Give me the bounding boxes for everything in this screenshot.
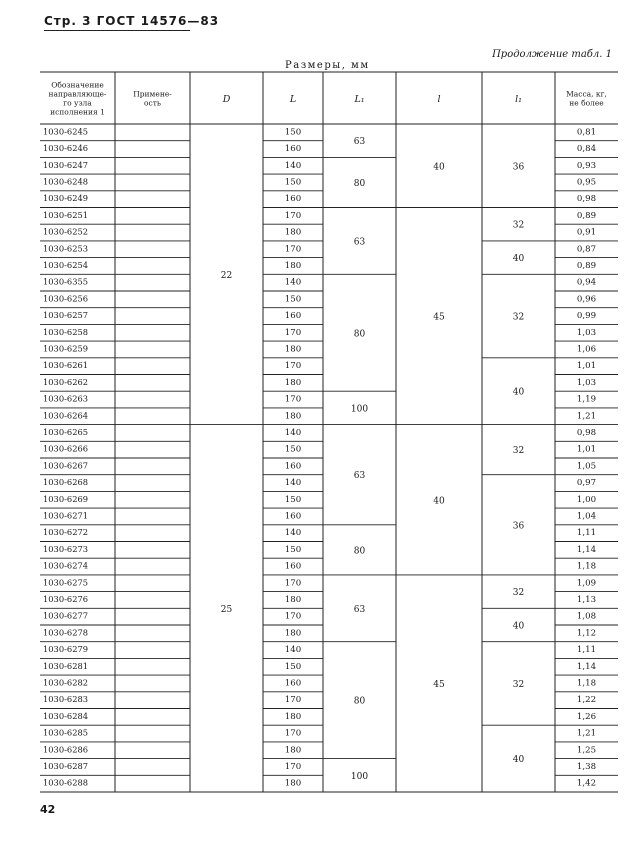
length-cell: 180 [284, 377, 302, 388]
mass-cell: 1,08 [576, 611, 597, 622]
length-cell: 160 [284, 461, 302, 472]
designation-cell: 1030-6251 [43, 209, 89, 220]
length-cell: 140 [284, 478, 302, 489]
length-l1-cell: 63 [353, 237, 366, 248]
length-l1-cell: 100 [350, 404, 369, 415]
length-cell: 150 [284, 544, 302, 555]
designation-cell: 1030-6256 [43, 293, 89, 304]
column-header: Масса, кг, не более [566, 89, 607, 108]
designation-cell: 1030-6261 [43, 360, 89, 371]
designation-cell: 1030-6274 [43, 560, 89, 571]
mass-cell: 0,89 [576, 260, 597, 271]
mass-cell: 0,99 [576, 311, 597, 322]
length-l1-cell: 63 [353, 471, 366, 482]
length-l1-small-cell: 40 [512, 755, 525, 766]
length-cell: 170 [284, 361, 302, 372]
mass-cell: 1,01 [576, 361, 597, 372]
column-header: l [437, 94, 441, 105]
length-cell: 170 [284, 761, 302, 772]
length-cell: 160 [284, 144, 302, 155]
length-cell: 170 [284, 394, 302, 405]
length-cell: 170 [284, 728, 302, 739]
designation-cell: 1030-6269 [43, 493, 89, 504]
length-l1-cell: 80 [353, 696, 366, 707]
length-l-cell: 40 [433, 162, 445, 173]
designation-cell: 1030-6275 [43, 577, 89, 588]
length-cell: 180 [284, 594, 302, 605]
length-l1-cell: 63 [353, 137, 366, 148]
mass-cell: 0,97 [576, 478, 597, 489]
length-cell: 140 [284, 277, 302, 288]
length-cell: 170 [284, 611, 302, 622]
length-cell: 180 [284, 778, 302, 789]
mass-cell: 1,06 [576, 344, 597, 355]
designation-cell: 1030-6248 [43, 176, 89, 187]
designation-cell: 1030-6246 [43, 143, 89, 154]
mass-cell: 1,01 [576, 444, 597, 455]
length-l1-cell: 100 [350, 771, 369, 782]
mass-cell: 0,93 [576, 160, 597, 171]
column-header: L₁ [354, 94, 365, 105]
designation-cell: 1030-6268 [43, 477, 89, 488]
column-header: Обозначение направляюще-го узла исполнения 1 [48, 80, 107, 117]
length-l1-small-cell: 40 [512, 387, 525, 398]
designation-cell: 1030-6262 [43, 376, 89, 387]
length-l1-cell: 80 [353, 178, 366, 189]
length-l1-small-cell: 32 [512, 679, 525, 690]
mass-cell: 1,21 [576, 411, 597, 422]
designation-cell: 1030-6273 [43, 543, 89, 554]
length-cell: 150 [284, 494, 302, 505]
mass-cell: 1,03 [576, 377, 597, 388]
designation-cell: 1030-6355 [43, 276, 89, 287]
length-cell: 140 [284, 160, 302, 171]
designation-cell: 1030-6258 [43, 326, 89, 337]
mass-cell: 1,11 [576, 645, 597, 656]
length-l1-small-cell: 32 [512, 588, 525, 599]
length-cell: 180 [284, 411, 302, 422]
mass-cell: 1,22 [576, 695, 597, 706]
designation-cell: 1030-6254 [43, 259, 89, 270]
designation-cell: 1030-6283 [43, 694, 89, 705]
length-cell: 170 [284, 578, 302, 589]
mass-cell: 0,95 [576, 177, 597, 188]
designation-cell: 1030-6279 [43, 644, 89, 655]
mass-cell: 0,81 [576, 127, 597, 138]
length-cell: 160 [284, 311, 302, 322]
designation-cell: 1030-6247 [43, 159, 89, 170]
length-l-cell: 45 [433, 679, 445, 690]
mass-cell: 0,87 [576, 244, 597, 255]
length-cell: 150 [284, 661, 302, 672]
mass-cell: 0,98 [576, 427, 597, 438]
length-cell: 150 [284, 127, 302, 138]
page-header: Стр. 3 ГОСТ 14576—83 [44, 14, 220, 28]
designation-cell: 1030-6277 [43, 610, 89, 621]
mass-cell: 1,25 [576, 745, 597, 756]
mass-cell: 0,98 [576, 194, 597, 205]
column-header: D [222, 94, 231, 105]
mass-cell: 0,89 [576, 210, 597, 221]
length-cell: 140 [284, 528, 302, 539]
length-cell: 160 [284, 194, 302, 205]
designation-cell: 1030-6287 [43, 760, 89, 771]
length-cell: 170 [284, 695, 302, 706]
mass-cell: 1,19 [576, 394, 597, 405]
length-l1-cell: 80 [353, 546, 366, 557]
length-cell: 140 [284, 645, 302, 656]
column-header: l₁ [515, 94, 522, 105]
length-cell: 170 [284, 210, 302, 221]
designation-cell: 1030-6265 [43, 426, 89, 437]
diameter-cell: 25 [220, 604, 233, 615]
length-cell: 180 [284, 745, 302, 756]
length-cell: 170 [284, 327, 302, 338]
length-l1-cell: 80 [353, 329, 366, 340]
designation-cell: 1030-6272 [43, 527, 89, 538]
length-cell: 180 [284, 260, 302, 271]
mass-cell: 1,11 [576, 528, 597, 539]
mass-cell: 1,12 [576, 628, 597, 639]
length-l1-small-cell: 40 [512, 621, 525, 632]
length-l-cell: 45 [433, 312, 445, 323]
designation-cell: 1030-6271 [43, 510, 89, 521]
mass-cell: 1,13 [576, 594, 597, 605]
length-cell: 180 [284, 227, 302, 238]
length-l1-small-cell: 32 [512, 312, 525, 323]
length-l1-small-cell: 36 [512, 162, 525, 173]
mass-cell: 1,14 [576, 544, 597, 555]
page-number: 42 [40, 803, 56, 816]
length-cell: 160 [284, 561, 302, 572]
column-header: L [289, 94, 297, 105]
length-cell: 150 [284, 444, 302, 455]
length-l1-small-cell: 36 [512, 521, 525, 532]
designation-cell: 1030-6266 [43, 443, 89, 454]
mass-cell: 1,18 [576, 561, 597, 572]
length-cell: 150 [284, 177, 302, 188]
mass-cell: 1,03 [576, 327, 597, 338]
mass-cell: 1,14 [576, 661, 597, 672]
length-l1-small-cell: 32 [512, 220, 525, 231]
length-cell: 160 [284, 511, 302, 522]
designation-cell: 1030-6286 [43, 744, 89, 755]
length-cell: 160 [284, 678, 302, 689]
designation-cell: 1030-6276 [43, 593, 89, 604]
designation-cell: 1030-6259 [43, 343, 89, 354]
designation-cell: 1030-6264 [43, 410, 89, 421]
length-l-cell: 40 [433, 496, 445, 507]
mass-cell: 1,09 [576, 578, 597, 589]
length-l1-small-cell: 32 [512, 446, 525, 457]
mass-cell: 0,91 [576, 227, 597, 238]
length-l1-cell: 63 [353, 604, 366, 615]
designation-cell: 1030-6249 [43, 193, 89, 204]
designation-cell: 1030-6285 [43, 727, 89, 738]
length-cell: 180 [284, 711, 302, 722]
mass-cell: 1,42 [576, 778, 597, 789]
designation-cell: 1030-6245 [43, 126, 89, 137]
length-cell: 140 [284, 427, 302, 438]
length-cell: 150 [284, 294, 302, 305]
designation-cell: 1030-6284 [43, 710, 89, 721]
mass-cell: 1,00 [576, 494, 597, 505]
continuation-note: Продолжение табл. 1 [492, 49, 612, 60]
mass-cell: 1,18 [576, 678, 597, 689]
sizes-caption: Размеры, мм [285, 60, 370, 71]
mass-cell: 0,96 [576, 294, 597, 305]
mass-cell: 1,21 [576, 728, 597, 739]
mass-cell: 1,38 [576, 761, 597, 772]
designation-cell: 1030-6267 [43, 460, 89, 471]
designation-cell: 1030-6253 [43, 243, 89, 254]
length-cell: 180 [284, 344, 302, 355]
designation-cell: 1030-6257 [43, 310, 89, 321]
mass-cell: 0,94 [576, 277, 597, 288]
designation-cell: 1030-6288 [43, 777, 89, 788]
length-cell: 180 [284, 628, 302, 639]
designation-cell: 1030-6282 [43, 677, 89, 688]
length-l1-small-cell: 40 [512, 254, 525, 265]
designation-cell: 1030-6278 [43, 627, 89, 638]
designation-cell: 1030-6252 [43, 226, 89, 237]
mass-cell: 1,05 [576, 461, 597, 472]
mass-cell: 1,26 [576, 711, 597, 722]
length-cell: 170 [284, 244, 302, 255]
designation-cell: 1030-6281 [43, 660, 89, 671]
diameter-cell: 22 [220, 270, 233, 281]
mass-cell: 1,04 [576, 511, 597, 522]
designation-cell: 1030-6263 [43, 393, 89, 404]
column-header: Примене-ость [133, 89, 172, 108]
mass-cell: 0,84 [576, 144, 597, 155]
